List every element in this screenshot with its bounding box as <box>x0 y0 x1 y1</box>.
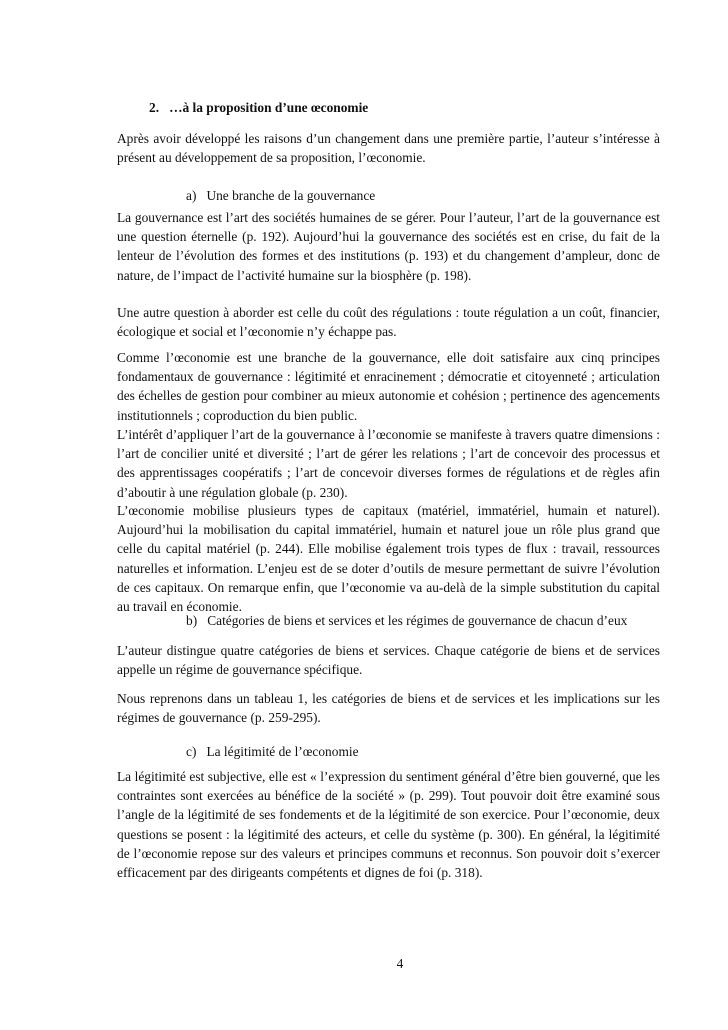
paragraph-cout-regulations: Une autre question à aborder est celle du coût des régulations : toute régulation a un coût, financier, écologique et social et l’œconomie n’y échappe pas. <box>117 305 660 340</box>
paragraph-dimensions: L’intérêt d’appliquer l’art de la gouvernance à l’œconomie se manifeste à travers quatre dimensions : l’art de concilier unité et diversité ; l’art de gérer les relations ; l’art de concevoir des processus et des apprentissages coopératifs ; l’art de concevoir diverses formes de régulations et de règles afin d’aboutir à une régulation globale (p. 230). <box>117 427 660 500</box>
page-number: 4 <box>396 956 404 971</box>
subheading-b: b) Catégories de biens et services et les régimes de gouvernance de chacun d’eux <box>186 613 628 628</box>
paragraph-tableau: Nous reprenons dans un tableau 1, les catégories de biens et de services et les implications sur les régimes de gouvernance (p. 259-295). <box>117 691 660 726</box>
paragraph-capitaux: L’œconomie mobilise plusieurs types de capitaux (matériel, immatériel, humain et naturel). Aujourd’hui la mobilisation du capital immatériel, humain et naturel joue un rôle plus grand que celle du capital matériel (p. 244). Elle mobilise également trois types de flux : travail, ressources naturelles et information. L’enjeu est de se doter d’outils de mesure permettant de suivre l’évolution de ces capitaux. On remarque enfin, que l’œconomie va au-delà de la simple substitution du capital au travail en économie. <box>117 503 660 615</box>
paragraph-legitimite: La légitimité est subjective, elle est « l’expression du sentiment général d’être bien gouverné, que les contraintes sont exercées au bénéfice de la société » (p. 299). Tout pouvoir doit être examiné sous l’angle de la légitimité de ses fondements et de la légitimité de son exercice. Pour l’œconomie, deux questions se posent : la légitimité des acteurs, et celle du système (p. 300). En général, la légitimité de l’œconomie repose sur des valeurs et principes communs et reconnus. Son pouvoir doit s’exercer efficacement par des dirigeants compétents et dignes de foi (p. 318). <box>117 769 660 881</box>
section-heading: 2. …à la proposition d’une œconomie <box>149 100 369 115</box>
paragraph-gouvernance: La gouvernance est l’art des sociétés humaines de se gérer. Pour l’auteur, l’art de la gouvernance est une question éternelle (p. 192). Aujourd’hui la gouvernance des sociétés est en crise, du fait de la lenteur de l’évolution des formes et des institutions (p. 193) et du changement d’ampleur, donc de nature, de l’impact de l’activité humaine sur la biosphère (p. 198). <box>117 210 660 283</box>
paragraph-categories: L’auteur distingue quatre catégories de biens et services. Chaque catégorie de biens et de services appelle un régime de gouvernance spécifique. <box>117 643 660 678</box>
subheading-a: a) Une branche de la gouvernance <box>186 188 376 203</box>
paragraph-intro: Après avoir développé les raisons d’un changement dans une première partie, l’auteur s’intéresse à présent au développement de sa proposition, l’œconomie. <box>117 131 660 166</box>
subheading-c: c) La légitimité de l’œconomie <box>186 744 359 759</box>
paragraph-principes: Comme l’œconomie est une branche de la gouvernance, elle doit satisfaire aux cinq principes fondamentaux de gouvernance : légitimité et enracinement ; démocratie et citoyenneté ; articulation des échelles de gestion pour combiner au mieux autonomie et cohésion ; pertinence des agencements institutionnels ; coproduction du bien public. <box>117 350 660 423</box>
